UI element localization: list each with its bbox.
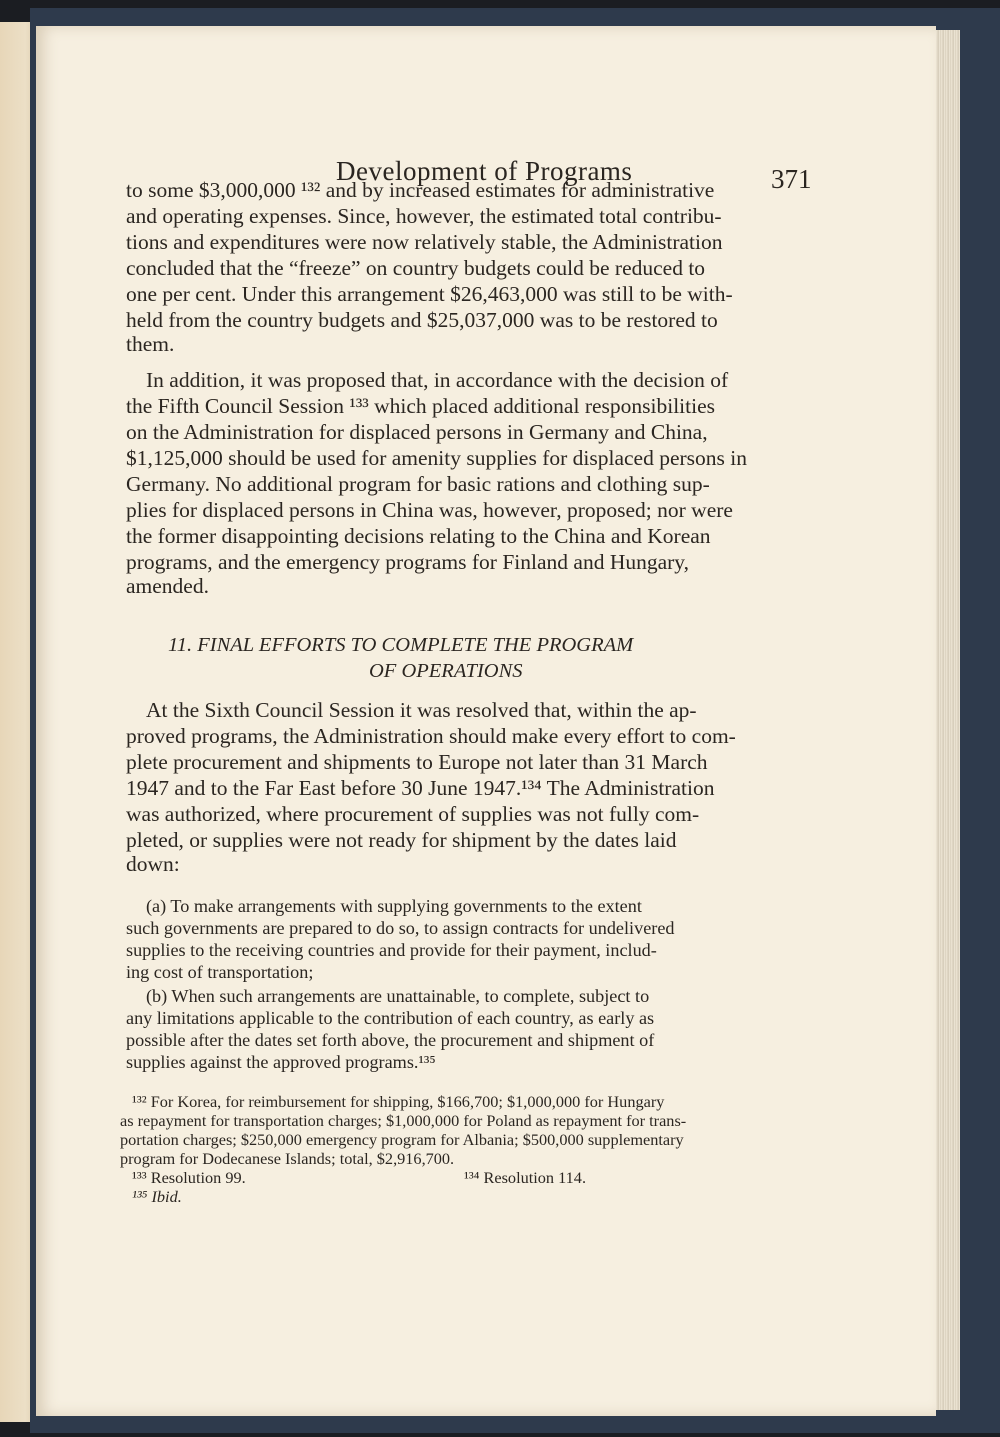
paragraph-line: amended. [126, 574, 209, 598]
section-heading: OF OPERATIONS [369, 660, 523, 682]
paragraph-line: and operating expenses. Since, however, the estimated total contribu- [126, 204, 722, 228]
paragraph-line: concluded that the “freeze” on country budgets could be reduced to [126, 256, 706, 280]
footnote-132: ¹³² For Korea, for reimbursement for shipping, $166,700; $1,000,000 for Hungary [132, 1092, 665, 1111]
resolution-b-line: supplies against the approved programs.¹³⁵ [126, 1052, 436, 1072]
paragraph-line: plies for displaced persons in China was, however, proposed; nor were [126, 498, 733, 522]
resolution-a-line: such governments are prepared to do so, to assign contracts for undelivered [126, 918, 675, 938]
paragraph-line: down: [126, 852, 180, 876]
paragraph-line: pleted, or supplies were not ready for shipment by the dates laid [126, 828, 677, 852]
paragraph-line: the Fifth Council Session ¹³³ which placed additional responsibilities [126, 394, 716, 418]
paragraph-line: $1,125,000 should be used for amenity supplies for displaced persons in [126, 446, 748, 470]
section-heading: 11. FINAL EFFORTS TO COMPLETE THE PROGRAM [168, 634, 634, 656]
paragraph-line: 1947 and to the Far East before 30 June 1947.¹³⁴ The Administration [126, 776, 715, 800]
paragraph-line: to some $3,000,000 ¹³² and by increased estimates for administrative [126, 178, 715, 202]
paragraph-line: the former disappointing decisions relating to the China and Korean [126, 524, 711, 548]
paragraph-line: plete procurement and shipments to Europe not later than 31 March [126, 750, 708, 774]
paragraph-line: on the Administration for displaced persons in Germany and China, [126, 420, 708, 444]
paragraph-line: programs, and the emergency programs for Finland and Hungary, [126, 550, 690, 574]
page-number: 371 [771, 164, 812, 194]
paragraph-line: proved programs, the Administration should make every effort to com- [126, 724, 736, 748]
resolution-b-line: (b) When such arrangements are unattainable, to complete, subject to [146, 986, 650, 1006]
paragraph-line: them. [126, 332, 175, 356]
running-title: Development of Programs [336, 156, 633, 186]
resolution-b-line: any limitations applicable to the contribution of each country, as early as [126, 1008, 655, 1028]
paragraph-line: held from the country budgets and $25,037,000 was to be restored to [126, 308, 718, 332]
resolution-a-line: supplies to the receiving countries and provide for their payment, includ- [126, 940, 657, 960]
footnote-135: ¹³⁵ Ibid. [132, 1187, 182, 1206]
paragraph-line: was authorized, where procurement of supplies was not fully com- [126, 802, 700, 826]
resolution-a-line: (a) To make arrangements with supplying governments to the extent [146, 896, 642, 916]
paragraph-line: Germany. No additional program for basic rations and clothing sup- [126, 472, 710, 496]
footnote-133: ¹³³ Resolution 99. [132, 1168, 246, 1187]
paragraph-line: tions and expenditures were now relatively stable, the Administration [126, 230, 723, 254]
book-page [36, 26, 936, 1416]
resolution-b-line: possible after the dates set forth above, the procurement and shipment of [126, 1030, 655, 1050]
resolution-a-line: ing cost of transportation; [126, 962, 314, 982]
paragraph-line: one per cent. Under this arrangement $26,463,000 was still to be with- [126, 282, 733, 306]
footnote-134: ¹³⁴ Resolution 114. [464, 1168, 587, 1187]
paragraph-line: In addition, it was proposed that, in accordance with the decision of [146, 368, 729, 392]
footnote-132: as repayment for transportation charges; $1,000,000 for Poland as repayment for trans- [120, 1111, 687, 1130]
footnote-132: program for Dodecanese Islands; total, $2,916,700. [120, 1149, 455, 1168]
paragraph-line: At the Sixth Council Session it was resolved that, within the ap- [146, 698, 697, 722]
footnote-132: portation charges; $250,000 emergency program for Albania; $500,000 supplementary [120, 1130, 684, 1149]
